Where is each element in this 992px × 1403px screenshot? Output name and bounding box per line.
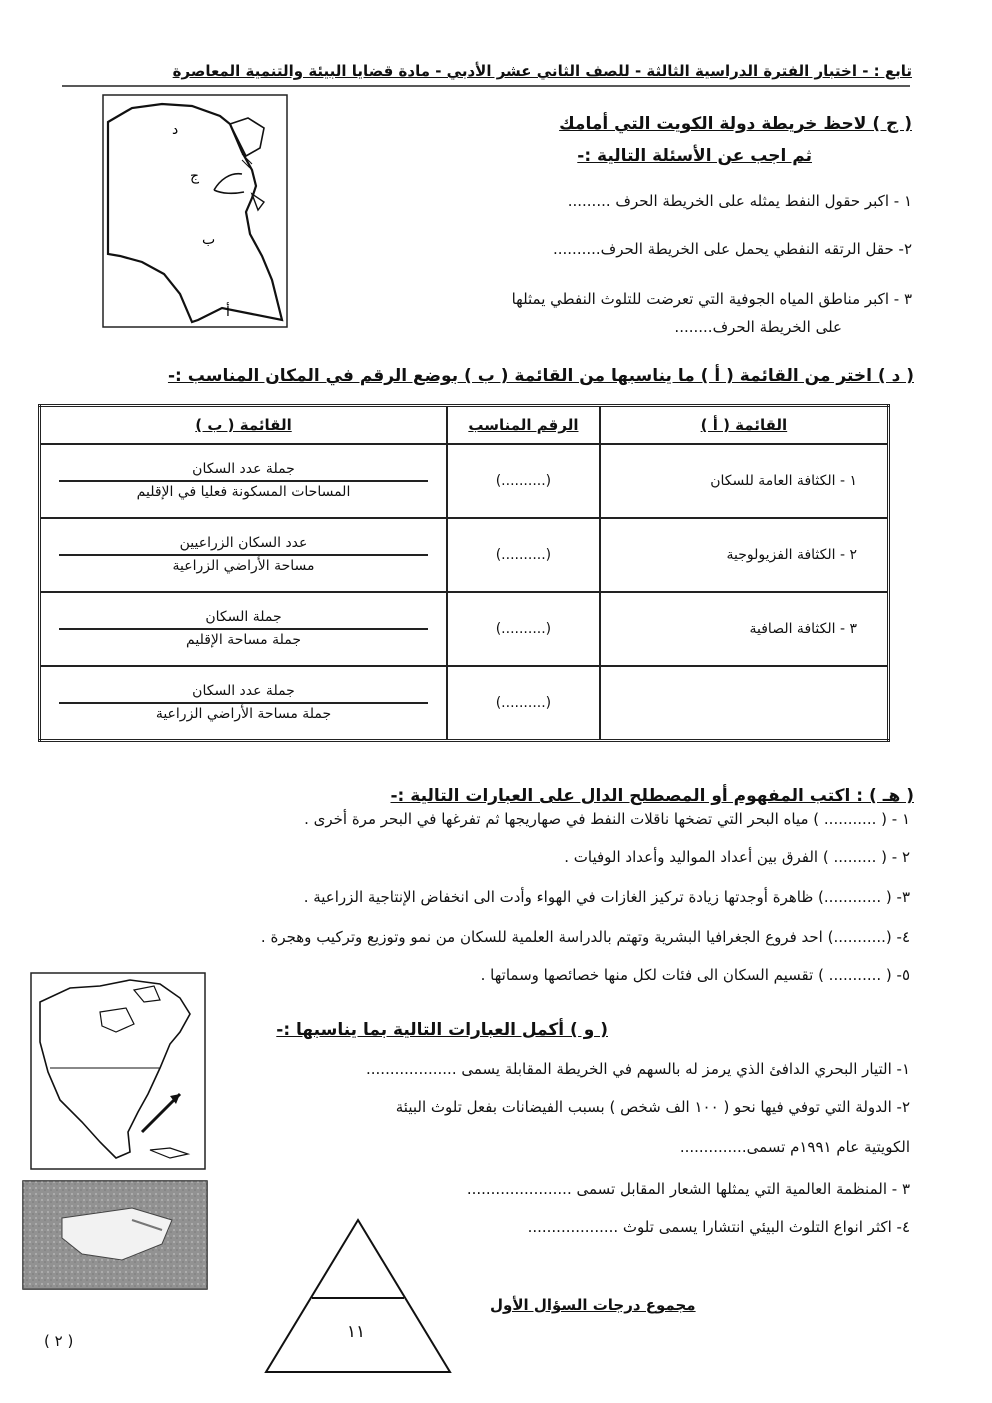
fraction-denominator: المساحات المسكونة فعليا في الإقليم: [136, 484, 351, 500]
kuwait-map: [102, 94, 288, 328]
page-number: ( ٢ ): [44, 1332, 74, 1350]
list-a-item: ١ - الكثافة العامة للسكان: [600, 444, 889, 518]
organization-logo: [22, 1180, 208, 1290]
table-row: [40, 666, 889, 741]
map-letter-a: أ: [226, 304, 230, 320]
col-b-header: القائمة ( ب ): [40, 406, 448, 445]
page-header: تابع : - اختبار الفترة الدراسية الثالثة - للصف الثاني عشر الأدبي - مادة قضايا البيئة والتنمية المعاصرة: [172, 62, 912, 80]
list-b-item: [40, 444, 448, 518]
list-b-item: [40, 518, 448, 592]
answer-slot[interactable]: (..........): [447, 666, 600, 741]
section-c-q3b: على الخريطة الحرف........: [674, 318, 842, 336]
list-b-item: [40, 592, 448, 666]
total-score: ١١: [346, 1322, 366, 1342]
table-row: [40, 444, 889, 518]
answer-slot[interactable]: (..........): [447, 592, 600, 666]
table-row: [40, 592, 889, 666]
section-c-q2: ٢- حقل الرتقه النفطي يحمل على الخريطة الحرف..........: [552, 240, 912, 258]
fraction-numerator: جملة عدد السكان: [59, 459, 427, 482]
section-h-title: ( هـ ) : اكتب المفهوم أو المصطلح الدال على العبارات التالية :-: [390, 786, 914, 806]
col-num-header: الرقم المناسب: [447, 406, 600, 445]
list-b-item: [40, 666, 448, 741]
section-w-title: ( و ) أكمل العبارات التالية بما يناسبها :-: [276, 1020, 608, 1040]
section-c-q3a: ٣ - اكبر مناطق المياه الجوفية التي تعرضت للتلوث النفطي يمثلها: [511, 290, 912, 308]
table-row: [40, 518, 889, 592]
list-a-item: ٣ - الكثافة الصافية: [600, 592, 889, 666]
section-w-q1: ١- التيار البحري الدافئ الذي يرمز له بالسهم في الخريطة المقابلة يسمى ...................: [366, 1060, 910, 1078]
fraction-denominator: جملة مساحة الإقليم: [186, 632, 301, 648]
section-h-item: ٥- ( ........... ) تقسيم السكان الى فئات لكل منها خصائصها وسماتها .: [480, 966, 910, 984]
section-w-q2a: ٢- الدولة التي توفي فيها نحو ( ١٠٠ الف شخص ) بسبب الفيضانات بفعل تلوث البيئة: [395, 1098, 910, 1116]
fraction-denominator: جملة مساحة الأراضي الزراعية: [155, 706, 332, 722]
list-a-item: ٢ - الكثافة الفزيولوجية: [600, 518, 889, 592]
col-a-header: القائمة ( أ ): [600, 406, 889, 445]
total-label: مجموع درجات السؤال الأول: [490, 1296, 696, 1314]
fraction-numerator: جملة السكان: [59, 607, 427, 630]
fraction-numerator: جملة عدد السكان: [59, 681, 427, 704]
score-triangle: [262, 1218, 452, 1374]
north-america-map: [30, 972, 206, 1170]
fraction-denominator: مساحة الأراضي الزراعية: [172, 558, 315, 574]
map-letter-d: د: [172, 122, 179, 138]
section-h-item: ١ - ( ........... ) مياه البحر التي تضخها ناقلات النفط في صهاريجها ثم تفرغها في البحر مرة أخرى .: [304, 810, 910, 828]
fraction-numerator: عدد السكان الزراعيين: [59, 533, 427, 556]
section-w-q3: ٣ - المنظمة العالمية التي يمثلها الشعار المقابل تسمى ......................: [466, 1180, 910, 1198]
section-d-title: ( د ) اختر من القائمة ( أ ) ما يناسبها من القائمة ( ب ) بوضع الرقم في المكان المناسب :-: [167, 366, 914, 386]
map-letter-b: ب: [202, 232, 216, 248]
answer-slot[interactable]: (..........): [447, 444, 600, 518]
matching-table: [38, 404, 890, 742]
section-h-item: ٣- ( ............) ظاهرة أوجدتها زيادة تركيز الغازات في الهواء وأدت الى انخفاض الإنتاجية الزراعية .: [303, 888, 910, 906]
section-c-title: ( ج ) لاحظ خريطة دولة الكويت التي أمامك: [559, 114, 912, 134]
answer-slot[interactable]: (..........): [447, 518, 600, 592]
section-h-item: ٤- (...........) احد فروع الجغرافيا البشرية وتهتم بالدراسة العلمية للسكان من نمو وتوزيع وتركيب وهجرة .: [260, 928, 910, 946]
matching-table-header: [40, 406, 889, 445]
section-c-q1: ١ - اكبر حقول النفط يمثله على الخريطة الحرف .........: [567, 192, 912, 210]
list-a-item: [600, 666, 889, 741]
section-c-subtitle: ثم اجب عن الأسئلة التالية :-: [577, 146, 812, 166]
section-w-q4: ٤- اكثر انواع التلوث البيئي انتشارا يسمى تلوث ...................: [527, 1218, 910, 1236]
map-letter-j: ج: [190, 168, 200, 184]
section-w-q2b: الكويتية عام ١٩٩١م تسمى..............: [679, 1138, 910, 1156]
section-h-item: ٢ - ( ......... ) الفرق بين أعداد المواليد وأعداد الوفيات .: [564, 848, 910, 866]
